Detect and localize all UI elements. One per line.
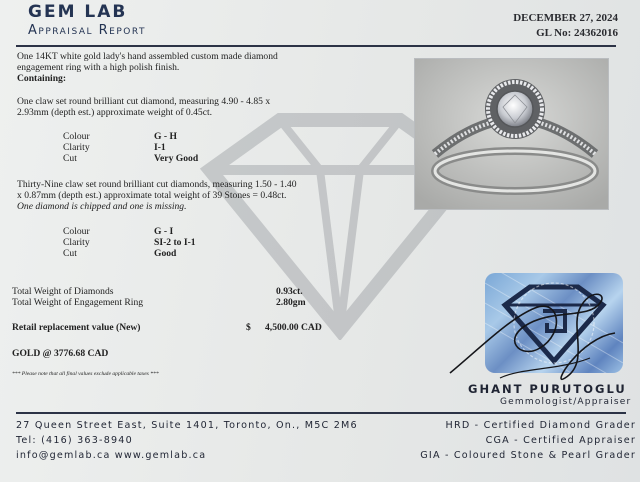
grade-value: Very Good [154,153,199,164]
grade-value: G - I [154,226,174,237]
intro-line: One 14KT white gold lady's hand assembled custom made diamond [17,51,278,62]
center-stone-desc: 2.93mm (depth est.) approximate weight of 0.45ct. [17,107,213,118]
credential-hrd: HRD - Certified Diamond Grader [445,420,636,431]
brand-name: GEM LAB [28,2,128,22]
grade-label: Cut [63,153,77,164]
gold-price: GOLD @ 3776.68 CAD [12,348,109,359]
lab-web: info@gemlab.ca www.gemlab.ca [16,450,207,461]
credential-gia: GIA - Coloured Stone & Pearl Grader [420,450,636,461]
retail-value-label: Retail replacement value (New) [12,322,141,333]
gl-number: GL No: 24362016 [536,27,618,39]
center-stone-desc: One claw set round brilliant cut diamond, measuring 4.90 - 4.85 x [17,96,271,107]
footer-divider [16,412,626,414]
grade-label: Clarity [63,237,90,248]
lab-address: 27 Queen Street East, Suite 1401, Toronto, On., M5C 2M6 [16,420,358,431]
retail-value: 4,500.00 CAD [265,322,322,333]
ring-photo [414,58,609,210]
ring-weight-value: 2.80gm [276,297,306,308]
ring-weight-label: Total Weight of Engagement Ring [12,297,144,308]
intro-line: engagement ring with a high polish finish. [17,62,180,73]
grade-value: Good [154,248,177,259]
grade-label: Colour [63,131,90,142]
total-diamonds-value: 0.93ct. [276,286,303,297]
total-diamonds-label: Total Weight of Diamonds [12,286,114,297]
appraiser-title: Gemmologist/Appraiser [500,397,632,407]
grade-value: G - H [154,131,177,142]
grade-label: Clarity [63,142,90,153]
report-date: DECEMBER 27, 2024 [513,12,618,24]
ring-image-icon [415,59,609,210]
report-subtitle: Appraisal Report [28,23,146,38]
containing-label: Containing: [17,73,67,84]
side-stones-desc: x 0.87mm (depth est.) approximate total weight of 39 Stones = 0.48ct. [17,190,287,201]
condition-note: One diamond is chipped and one is missing. [17,201,187,212]
header-divider [16,45,616,47]
handwritten-signature [440,278,630,398]
tax-note: *** Please note that all final values exclude applicable taxes *** [12,371,159,377]
grade-label: Cut [63,248,77,259]
side-stones-desc: Thirty-Nine claw set round brilliant cut diamonds, measuring 1.50 - 1.40 [17,179,297,190]
lab-phone: Tel: (416) 363-8940 [16,435,133,446]
appraiser-name: GHANT PURUTOGLU [468,382,627,396]
grade-value: I-1 [154,142,166,153]
grade-label: Colour [63,226,90,237]
credential-cga: CGA - Certified Appraiser [485,435,636,446]
grade-value: SI-2 to I-1 [154,237,196,248]
currency-symbol: $ [246,322,251,333]
